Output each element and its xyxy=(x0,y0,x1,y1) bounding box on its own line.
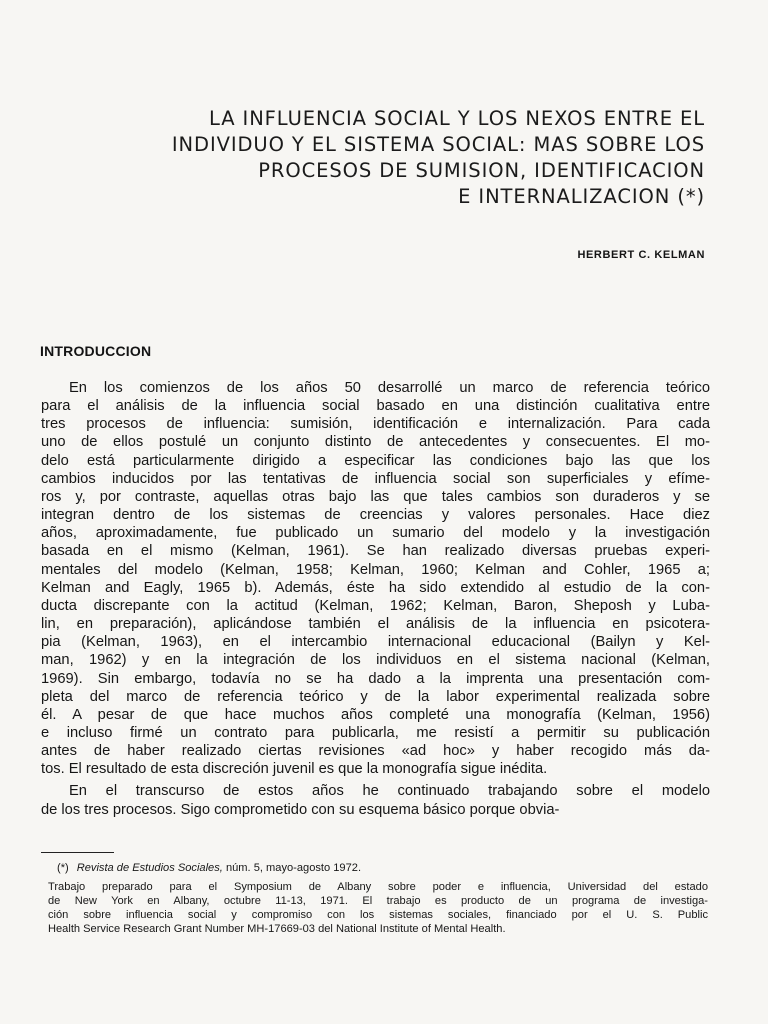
text-line: mentales del modelo (Kelman, 1958; Kelman, 1960; Kelman and Cohler, 1965 a; xyxy=(41,561,710,578)
footnote-line: Trabajo preparado para el Symposium de Albany sobre poder e influencia, Universidad del estado xyxy=(48,880,708,893)
text-line: tres procesos de influencia: sumisión, identificación e internalización. Para cada xyxy=(41,416,710,433)
section-heading: INTRODUCCION xyxy=(40,343,152,359)
text-line: integran dentro de los sistemas de creencias y valores personales. Hace diez xyxy=(41,507,710,524)
text-line: pleta del marco de referencia teórico y de la labor experimental realizada sobre xyxy=(41,688,710,705)
text-line: 1969). Sin embargo, todavía no se ha dado a la imprenta una presentación com- xyxy=(41,670,710,687)
text-line: para el análisis de la influencia social basado en una distinción cualitativa entre xyxy=(41,398,710,415)
text-line: antes de haber realizado ciertas revisiones «ad hoc» y haber recogido más da- xyxy=(41,743,710,760)
text-line: de los tres procesos. Sigo comprometido con su esquema básico porque obvia- xyxy=(41,801,560,818)
body-text xyxy=(41,379,710,819)
text-line: él. A pesar de que hace muchos años completé una monografía (Kelman, 1956) xyxy=(41,706,710,723)
text-line: tos. El resultado de esta discreción juvenil es que la monografía sigue inédita. xyxy=(41,761,548,778)
paragraph xyxy=(41,379,710,778)
paragraph xyxy=(41,782,710,818)
text-line: En los comienzos de los años 50 desarrollé un marco de referencia teórico xyxy=(69,380,710,396)
text-line: delo está particularmente dirigido a especificar las condiciones bajo las que los xyxy=(41,452,710,469)
footnote-line: ción sobre influencia social y compromiso con los sistemas sociales, financiado por el U. S. Public xyxy=(48,908,708,921)
footnote-journal: Revista de Estudios Sociales, xyxy=(76,862,223,874)
footnote-reference xyxy=(48,862,708,876)
text-line: man, 1962) y en la integración de los individuos en el sistema nacional (Kelman, xyxy=(41,652,710,669)
text-line: ros y, por contraste, aquellas otras bajo las que tales cambios son duraderos y se xyxy=(41,488,710,505)
footnote-marker: (*) xyxy=(57,862,69,874)
title-line: PROCESOS DE SUMISION, IDENTIFICACION xyxy=(258,159,705,182)
text-line: pia (Kelman, 1963), en el intercambio internacional educacional (Bailyn y Kel- xyxy=(41,634,710,651)
author-name: HERBERT C. KELMAN xyxy=(577,249,705,261)
footnote-line: Health Service Research Grant Number MH-17669-03 del National Institute of Mental Health. xyxy=(48,922,506,935)
footnotes xyxy=(48,862,708,937)
text-line: uno de ellos postulé un conjunto distinto de antecedentes y consecuentes. El mo- xyxy=(41,434,710,451)
text-line: Kelman and Eagly, 1965 b). Además, éste ha sido extendido al estudio de la con- xyxy=(41,579,710,596)
text-line: ducta discrepante con la actitud (Kelman, 1962; Kelman, Baron, Sheposh y Luba- xyxy=(41,597,710,614)
footnote-divider xyxy=(41,852,114,853)
footnote-issue: núm. 5, mayo-agosto 1972. xyxy=(225,862,362,874)
title-line: LA INFLUENCIA SOCIAL Y LOS NEXOS ENTRE EL xyxy=(209,107,705,130)
text-line: años, aproximadamente, fue publicado un sumario del modelo y la investigación xyxy=(41,525,710,542)
title-line: INDIVIDUO Y EL SISTEMA SOCIAL: MAS SOBRE LOS xyxy=(171,133,705,156)
text-line: e incluso firmé un contrato para publicarla, me resistí a permitir su publicación xyxy=(41,724,710,741)
text-line: lin, en preparación), aplicándose también el análisis de la influencia en psicotera- xyxy=(41,616,710,633)
text-line: cambios inducidos por las tentativas de influencia social son superficiales y efíme- xyxy=(41,470,710,487)
text-line: basada en el mismo (Kelman, 1961). Se han realizado diversas pruebas experi- xyxy=(41,543,710,560)
text-line: En el transcurso de estos años he continuado trabajando sobre el modelo xyxy=(69,783,710,800)
footnote-line: de New York en Albany, octubre 11-13, 1971. El trabajo es producto de un programa de investiga- xyxy=(48,894,708,907)
title-line: E INTERNALIZACION (*) xyxy=(458,185,705,208)
article-title xyxy=(120,106,705,210)
